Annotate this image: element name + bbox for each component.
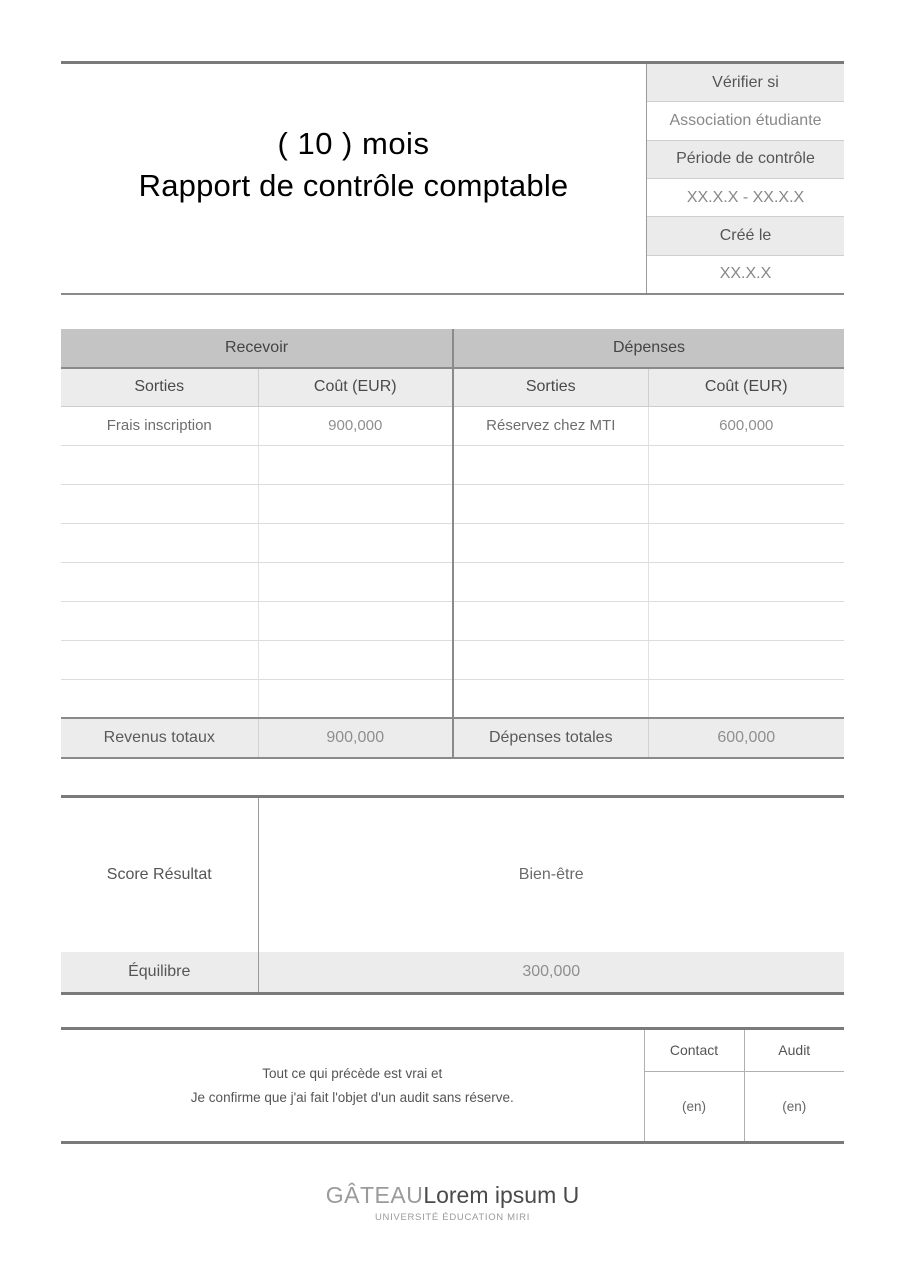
logo-name-text: Lorem ipsum U bbox=[423, 1182, 580, 1208]
score-section bbox=[61, 795, 844, 995]
ledger-totals-row bbox=[61, 718, 844, 758]
document-header bbox=[61, 61, 844, 295]
logo-wordmark bbox=[0, 1182, 905, 1209]
signature-bottom-rule bbox=[61, 1141, 844, 1144]
page-title: Rapport de contrôle comptable bbox=[138, 167, 569, 203]
cell-expense-item[interactable] bbox=[453, 562, 648, 601]
table-row[interactable] bbox=[61, 601, 844, 640]
cell-income-cost[interactable]: 900,000 bbox=[258, 406, 453, 445]
cell-expense-cost[interactable] bbox=[648, 484, 844, 523]
cell-expense-cost[interactable] bbox=[648, 523, 844, 562]
column-header-income-cost: Coût (EUR) bbox=[258, 368, 453, 406]
cell-expense-item[interactable]: Réservez chez MTI bbox=[453, 406, 648, 445]
cell-income-item[interactable] bbox=[61, 562, 258, 601]
cell-expense-item[interactable] bbox=[453, 601, 648, 640]
table-row[interactable] bbox=[61, 445, 844, 484]
score-balance-value[interactable]: 300,000 bbox=[258, 952, 844, 994]
logo-subtitle: UNIVERSITÉ ÉDUCATION MIRI bbox=[374, 1212, 531, 1223]
meta-label-created: Créé le bbox=[647, 217, 844, 254]
page-title-period: ( 10 ) mois bbox=[277, 125, 430, 161]
group-header-income: Recevoir bbox=[61, 329, 453, 368]
footer-logo bbox=[0, 1182, 905, 1223]
cell-expense-cost[interactable]: 600,000 bbox=[648, 406, 844, 445]
cell-expense-cost[interactable] bbox=[648, 562, 844, 601]
cell-income-item[interactable] bbox=[61, 679, 258, 718]
ledger-body bbox=[61, 406, 844, 758]
cell-expense-item[interactable] bbox=[453, 484, 648, 523]
signature-header-contact: Contact bbox=[644, 1030, 744, 1071]
cell-income-cost[interactable] bbox=[258, 445, 453, 484]
cell-expense-cost[interactable] bbox=[648, 601, 844, 640]
ledger-group-header-row bbox=[61, 329, 844, 368]
group-header-expense: Dépenses bbox=[453, 329, 844, 368]
title-area bbox=[61, 64, 647, 293]
header-body bbox=[61, 64, 844, 293]
total-value-expense: 600,000 bbox=[648, 718, 844, 758]
score-result-row bbox=[61, 797, 844, 952]
meta-value-verify[interactable]: Association étudiante bbox=[647, 102, 844, 139]
cell-expense-cost[interactable] bbox=[648, 640, 844, 679]
cell-income-item[interactable] bbox=[61, 640, 258, 679]
cell-income-item[interactable] bbox=[61, 484, 258, 523]
ledger-column-header-row bbox=[61, 368, 844, 406]
cell-income-cost[interactable] bbox=[258, 679, 453, 718]
signature-statement-line-1: Tout ce qui précède est vrai et bbox=[262, 1065, 443, 1081]
cell-income-item[interactable] bbox=[61, 523, 258, 562]
column-header-income-item: Sorties bbox=[61, 368, 258, 406]
total-label-income: Revenus totaux bbox=[61, 718, 258, 758]
cell-income-item[interactable]: Frais inscription bbox=[61, 406, 258, 445]
cell-expense-item[interactable] bbox=[453, 523, 648, 562]
table-row[interactable] bbox=[61, 523, 844, 562]
cell-income-cost[interactable] bbox=[258, 562, 453, 601]
cell-expense-item[interactable] bbox=[453, 640, 648, 679]
meta-label-period: Période de contrôle bbox=[647, 141, 844, 178]
meta-table bbox=[647, 64, 844, 293]
meta-value-period[interactable]: XX.X.X - XX.X.X bbox=[647, 179, 844, 216]
cell-income-item[interactable] bbox=[61, 601, 258, 640]
header-bottom-rule bbox=[61, 293, 844, 295]
table-row[interactable] bbox=[61, 640, 844, 679]
logo-mark-text: GÂTEAU bbox=[325, 1182, 424, 1208]
table-row[interactable] bbox=[61, 484, 844, 523]
signature-statement bbox=[61, 1030, 644, 1141]
cell-income-cost[interactable] bbox=[258, 484, 453, 523]
column-header-expense-cost: Coût (EUR) bbox=[648, 368, 844, 406]
table-row[interactable] bbox=[61, 679, 844, 718]
ledger-table bbox=[61, 329, 844, 759]
table-row[interactable] bbox=[61, 562, 844, 601]
signature-contact-value[interactable]: (en) bbox=[644, 1071, 744, 1141]
score-balance-label: Équilibre bbox=[61, 952, 258, 994]
signature-statement-line-2: Je confirme que j'ai fait l'objet d'un audit sans réserve. bbox=[190, 1089, 514, 1105]
column-header-expense-item: Sorties bbox=[453, 368, 648, 406]
cell-expense-item[interactable] bbox=[453, 679, 648, 718]
score-balance-row bbox=[61, 952, 844, 994]
cell-income-cost[interactable] bbox=[258, 601, 453, 640]
signature-audit-value[interactable]: (en) bbox=[744, 1071, 844, 1141]
cell-income-cost[interactable] bbox=[258, 640, 453, 679]
score-result-label: Score Résultat bbox=[61, 797, 258, 952]
cell-expense-cost[interactable] bbox=[648, 679, 844, 718]
signature-header-row bbox=[61, 1030, 844, 1071]
table-row[interactable] bbox=[61, 406, 844, 445]
signature-header-audit: Audit bbox=[744, 1030, 844, 1071]
signature-section bbox=[61, 1027, 844, 1144]
cell-income-cost[interactable] bbox=[258, 523, 453, 562]
cell-expense-cost[interactable] bbox=[648, 445, 844, 484]
meta-label-verify: Vérifier si bbox=[647, 64, 844, 101]
cell-income-item[interactable] bbox=[61, 445, 258, 484]
cell-expense-item[interactable] bbox=[453, 445, 648, 484]
total-value-income: 900,000 bbox=[258, 718, 453, 758]
score-result-value[interactable]: Bien-être bbox=[258, 797, 844, 952]
total-label-expense: Dépenses totales bbox=[453, 718, 648, 758]
meta-value-created[interactable]: XX.X.X bbox=[647, 256, 844, 293]
